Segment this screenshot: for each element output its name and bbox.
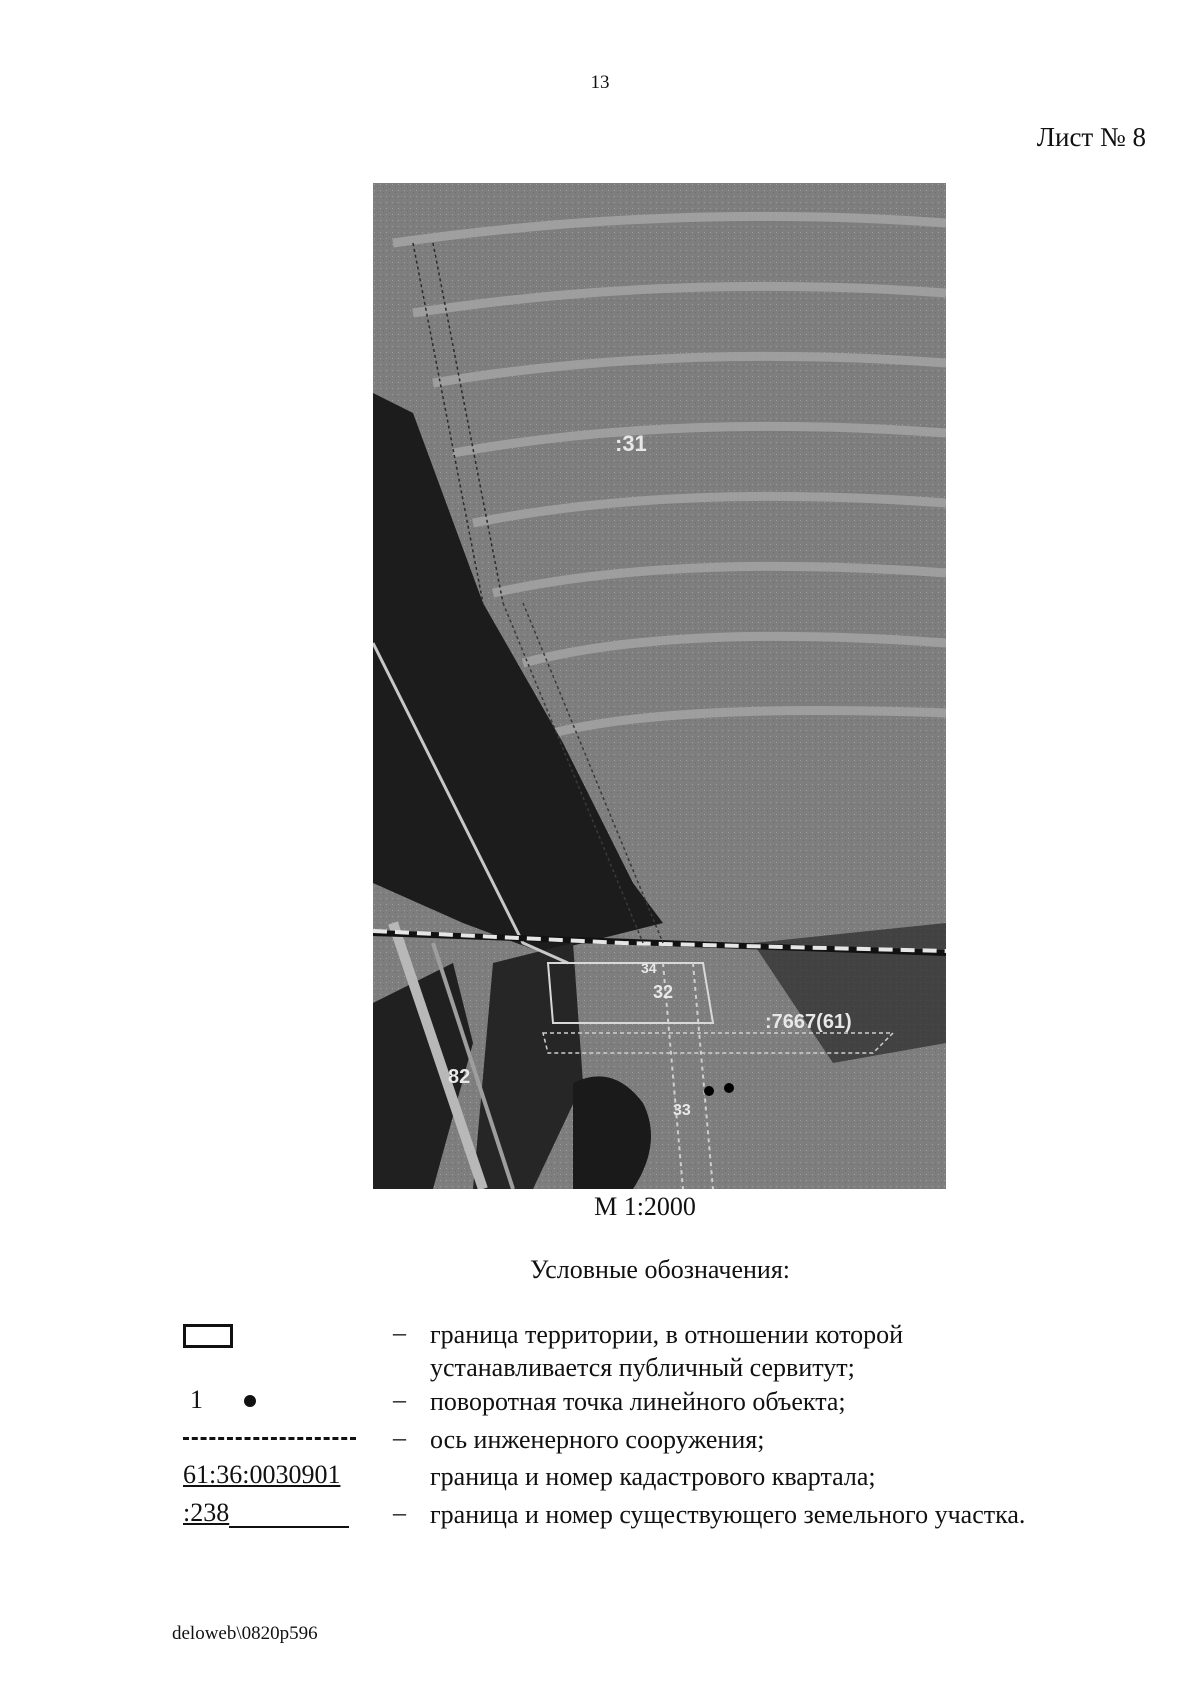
rectangle-symbol (183, 1318, 233, 1348)
legend-text: граница и номер кадастрового квартала; (430, 1462, 876, 1491)
label-33: 33 (673, 1102, 691, 1119)
document-id: deloweb\0820p596 (172, 1623, 318, 1644)
parcel-label-31: :31 (615, 431, 647, 456)
legend-dash: – (393, 1423, 406, 1452)
dot-icon (244, 1395, 256, 1407)
legend-text: граница территории, в отношении которой (430, 1320, 904, 1349)
turning-point (704, 1086, 714, 1096)
legend-dash: – (393, 1385, 406, 1414)
dashed-line-symbol (183, 1423, 356, 1440)
page-number: 13 (590, 72, 610, 93)
legend-dash: – (393, 1318, 406, 1347)
legend-text: ось инженерного сооружения; (430, 1425, 765, 1454)
legend-text: устанавливается публичный сервитут; (430, 1353, 855, 1382)
label-82: 82 (448, 1066, 471, 1088)
turning-point (724, 1083, 734, 1093)
legend-text: граница и номер существующего земельного участка. (430, 1500, 1026, 1529)
map-drawing (373, 183, 946, 1189)
parcel-label-7667: :7667(61) (765, 1011, 852, 1033)
legend-title: Условные обозначения: (529, 1255, 791, 1284)
aerial-map (373, 183, 946, 1189)
label-34: 34 (641, 960, 657, 976)
label-32: 32 (653, 982, 674, 1002)
legend-dash: – (393, 1498, 406, 1527)
cadastral-quarter-symbol: 61:36:0030901 (183, 1460, 341, 1489)
map-scale: М 1:2000 (594, 1192, 696, 1221)
point-number: 1 (190, 1385, 203, 1414)
sheet-label: Лист № 8 (1036, 122, 1146, 152)
legend-text: поворотная точка линейного объекта; (430, 1387, 846, 1416)
land-plot-symbol: :238 (183, 1498, 230, 1527)
